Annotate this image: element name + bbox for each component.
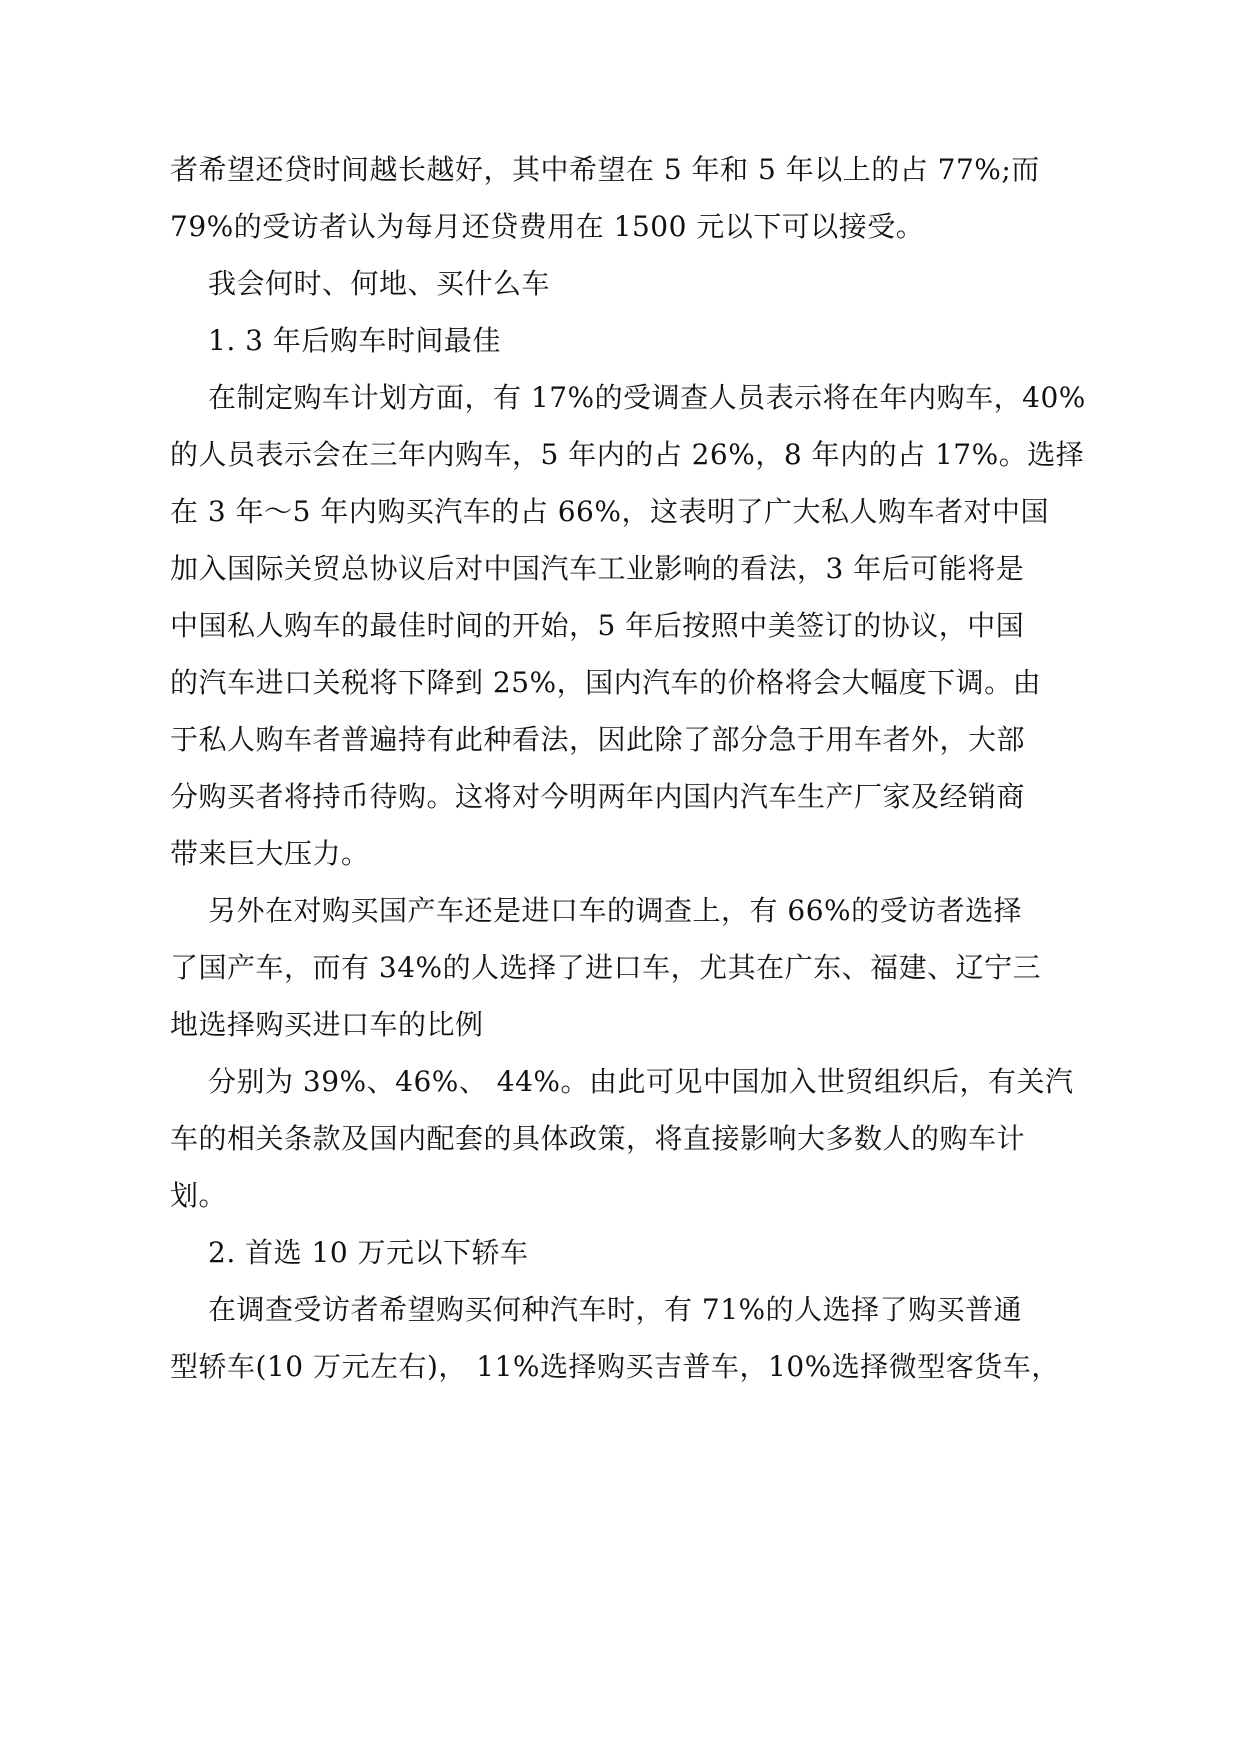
subsection-heading: 2. 首选 10 万元以下轿车 — [208, 1236, 529, 1269]
text-line: 了国产车，而有 34%的人选择了进口车，尤其在广东、福建、辽宁三 — [170, 951, 1042, 984]
text-line: 在调查受访者希望购买何种汽车时，有 71%的人选择了购买普通 — [208, 1293, 1023, 1326]
text-line: 分别为 39%、46%、 44%。由此可见中国加入世贸组织后，有关汽 — [208, 1065, 1074, 1098]
text-line: 在制定购车计划方面，有 17%的受调查人员表示将在年内购车，40% — [208, 381, 1086, 414]
text-line: 者希望还贷时间越长越好，其中希望在 5 年和 5 年以上的占 77%;而 — [170, 153, 1040, 186]
subsection-heading: 1. 3 年后购车时间最佳 — [208, 324, 501, 357]
text-line: 79%的受访者认为每月还贷费用在 1500 元以下可以接受。 — [170, 210, 925, 243]
text-line: 于私人购车者普遍持有此种看法，因此除了部分急于用车者外，大部 — [170, 723, 1026, 756]
text-line: 分购买者将持币待购。这将对今明两年内国内汽车生产厂家及经销商 — [170, 780, 1026, 813]
text-line: 车的相关条款及国内配套的具体政策，将直接影响大多数人的购车计 — [170, 1122, 1026, 1155]
text-line: 地选择购买进口车的比例 — [170, 1008, 484, 1041]
text-line: 的汽车进口关税将下降到 25%，国内汽车的价格将会大幅度下调。由 — [170, 666, 1042, 699]
section-heading: 我会何时、何地、买什么车 — [208, 267, 551, 300]
text-line: 在 3 年～5 年内购买汽车的占 66%，这表明了广大私人购车者对中国 — [170, 495, 1049, 528]
text-line: 带来巨大压力。 — [170, 837, 370, 870]
text-line: 另外在对购买国产车还是进口车的调查上，有 66%的受访者选择 — [208, 894, 1023, 927]
text-line: 中国私人购车的最佳时间的开始，5 年后按照中美签订的协议，中国 — [170, 609, 1025, 642]
text-line: 加入国际关贸总协议后对中国汽车工业影响的看法，3 年后可能将是 — [170, 552, 1025, 585]
text-line: 的人员表示会在三年内购车，5 年内的占 26%，8 年内的占 17%。选择 — [170, 438, 1085, 471]
text-line: 划。 — [170, 1179, 228, 1212]
text-line: 型轿车(10 万元左右)， 11%选择购买吉普车，10%选择微型客货车， — [170, 1350, 1060, 1383]
